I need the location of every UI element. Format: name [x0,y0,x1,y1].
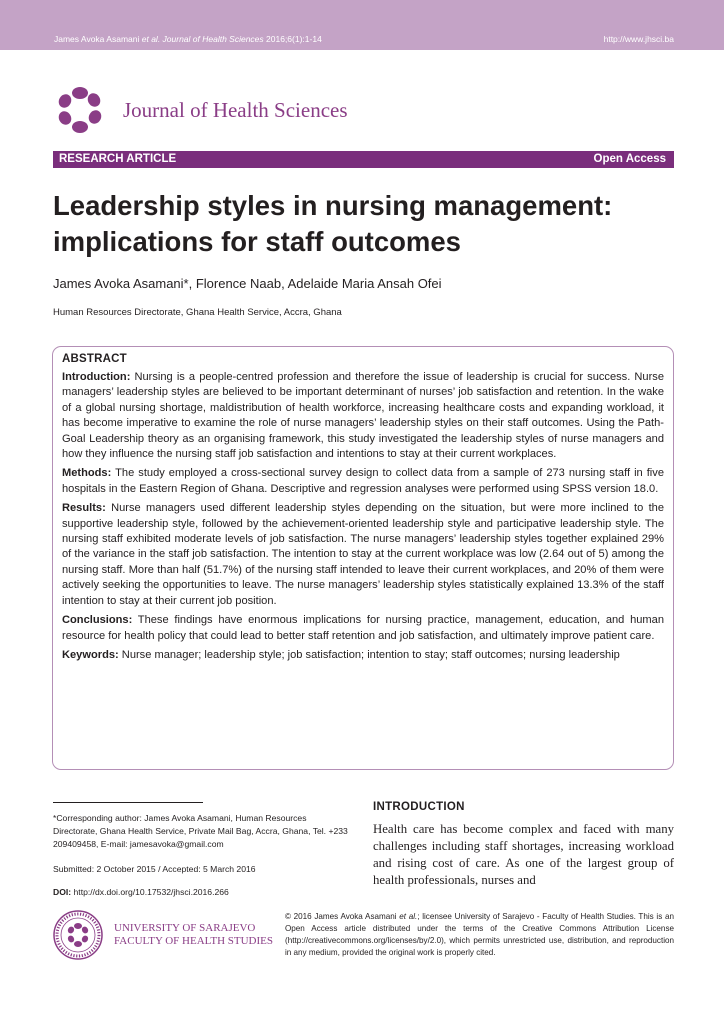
running-header [0,0,724,50]
license-statement [285,911,674,959]
citation-line [54,34,322,44]
citation-authors: James Avoka Asamani [54,34,140,44]
abstract-introduction [62,370,664,462]
abstract-keywords [62,648,664,663]
submission-dates: Submitted: 2 October 2015 / Accepted: 5 March 2016 [53,864,256,874]
university-line-1: UNIVERSITY OF SARAJEVO [114,922,256,934]
doi-line [53,887,229,897]
section-label: Conclusions: [62,614,133,627]
introduction-text: Health care has become complex and faced with many challenges including staff shortages, increasing workload and rising cost of care. As one of the largest group of health professionals, nurses and [373,822,674,887]
abstract-conclusions [62,613,664,644]
section-text: The study employed a cross-sectional survey design to collect data from a sample of 273 nursing staff in five hospitals in the Eastern Region of Ghana. Descriptive and regression analyses were performed using SPSS version 18.0. [62,467,664,495]
citation-journal: et al. Journal of Health Sciences [141,34,264,44]
license-etal: et al. [399,912,418,921]
corresponding-author-note: *Corresponding author: James Avoka Asamani, Human Resources Directorate, Ghana Health Service, Private Mail Bag, Accra, Ghana, Tel. +233 209409458, E-mail: jamesavoka@gmail.com [53,813,348,849]
section-label: Results: [62,502,106,515]
open-access-label: Open Access [593,153,666,165]
license-text-2: ; licensee University of Sarajevo - Faculty of Health Studies. This is an Open Access article distributed under the terms of the Creative Commons Attribution License (http://creativecommons.org/licenses/by/2.0), which permits unrestricted use, distribution, and reproduction in any medium, provided the original work is properly cited. [285,912,674,957]
article-title: Leadership styles in nursing management: implications for staff outcomes [53,190,613,257]
section-label: Introduction: [62,371,131,383]
abstract-results [62,501,664,609]
section-text: These findings have enormous implications for nursing practice, management, education, and human resource for health policy that could lead to better staff retention and job satisfaction, and ultimately improve patient care. [62,614,664,642]
abstract-heading: ABSTRACT [62,353,127,365]
footnote-divider [53,802,203,803]
section-label: Keywords: [62,648,119,661]
section-label: Methods: [62,467,112,480]
doi-link[interactable]: http://dx.doi.org/10.17532/jhsci.2016.266 [71,887,229,897]
section-text: Nurse managers used different leadership styles depending on the situation, but were more inclined to the supportive leadership style, followed by the achievement-oriented leadership style and participative leadership style. The nursing staff exhibited moderate levels of job satisfaction. The nurse managers’ leadership styles together explained 29% of the variance in the staff job satisfaction. The intention to stay at the current workplace was low (2.64 out of 5) among the nursing staff. More than half (51.7%) of the nursing staff intended to leave their current workplaces, and 20% of them were actively seeking the opportunities to leave. The nurse managers’ leadership styles statistically explained 13.3% of the staff intention to stay at their current job position. [62,502,664,607]
journal-url[interactable]: http://www.jhsci.ba [603,34,674,44]
doi-label: DOI: [53,887,72,897]
article-type-bar [53,151,674,168]
introduction-heading: INTRODUCTION [373,801,465,813]
university-name [114,922,273,948]
journal-name: Journal of Health Sciences [123,98,348,122]
journal-logo-icon [55,85,105,135]
university-line-2: FACULTY OF HEALTH STUDIES [114,935,274,947]
abstract-box [52,346,674,770]
article-type: RESEARCH ARTICLE [59,153,177,165]
citation-issue: 2016;6(1):1-14 [266,34,322,44]
abstract-methods [62,466,664,497]
section-text: Nursing is a people-centred profession and therefore the issue of leadership is crucial for success. Nurse managers’ leadership styles are believed to be important determinant of nurses’ job satisfaction and retention. In the wake of a global nursing shortage, maldistribution of health workforce, increasing healthcare costs and expanding workload, it has become imperative to examine the role of nurse managers’ leadership styles on their staff outcomes. Using the Path-Goal Leadership theory as an organising framework, this study investigated the leadership styles of nurse managers and how they influence the nursing staff job satisfaction and intentions to stay at their current workplaces. [62,371,664,461]
license-text-1: © 2016 James Avoka Asamani [285,912,400,921]
university-seal-icon [53,910,103,960]
author-list: James Avoka Asamani*, Florence Naab, Adelaide Maria Ansah Ofei [53,276,442,291]
section-text: Nurse manager; leadership style; job satisfaction; intention to stay; staff outcomes; nursing leadership [118,648,620,661]
affiliation: Human Resources Directorate, Ghana Health Service, Accra, Ghana [53,307,342,318]
